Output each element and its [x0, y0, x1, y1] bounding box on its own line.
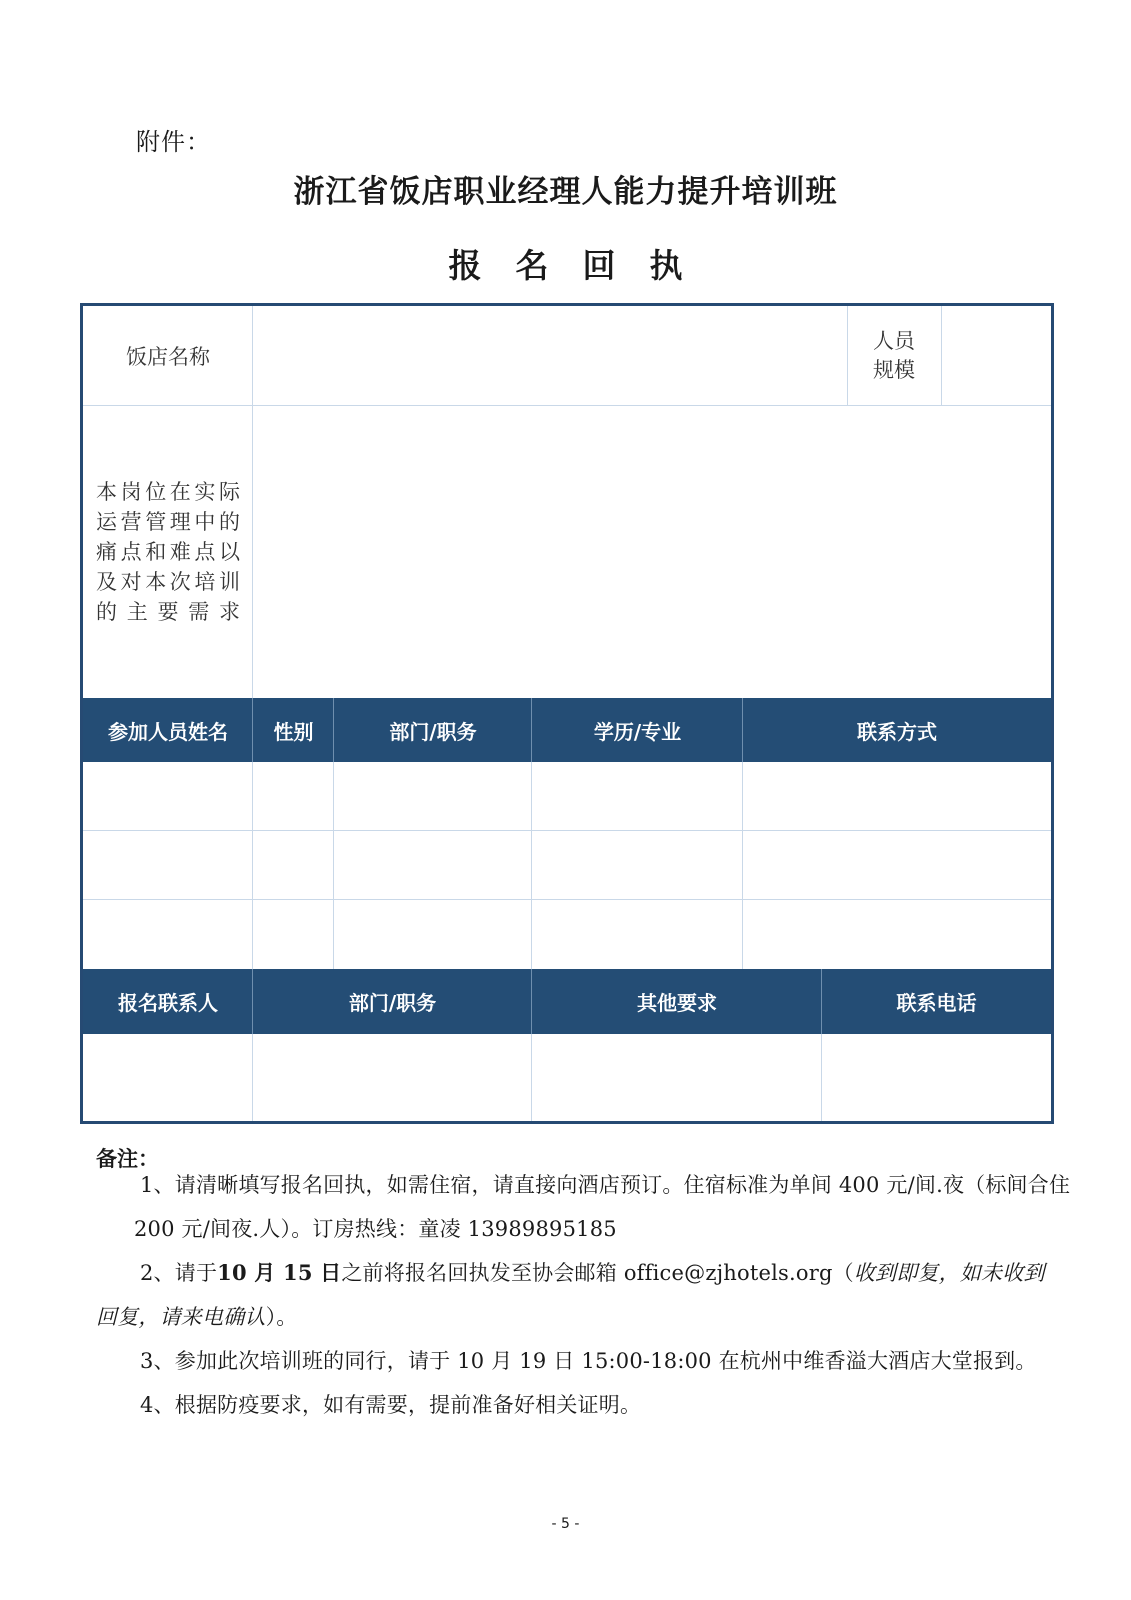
hotel-name-field[interactable]	[253, 306, 847, 406]
note-2-line-2: 回复，请来电确认）。	[96, 1305, 298, 1329]
note-1-line-1: 1、请清晰填写报名回执，如需住宿，请直接向酒店预订。住宿标准为单间 400 元/间.夜（标间合住	[140, 1173, 1071, 1197]
header-participant-name: 参加人员姓名	[108, 719, 228, 744]
training-needs-label: 本岗位在实际 运营管理中的 痛点和难点以 及对本次培训 的主要需求	[96, 480, 240, 624]
header-other-requirements: 其他要求	[637, 991, 717, 1015]
page-number: - 5 -	[551, 1516, 580, 1532]
note-4: 4、根据防疫要求，如有需要，提前准备好相关证明。	[140, 1393, 642, 1417]
participant-row-2[interactable]	[83, 831, 1051, 900]
header-gender: 性别	[273, 719, 314, 744]
note-3: 3、参加此次培训班的同行，请于 10 月 19 日 15:00-18:00 在杭州中维香溢大酒店大堂报到。	[140, 1349, 1037, 1373]
header-department-position: 部门/职务	[389, 719, 477, 744]
training-needs-field[interactable]	[253, 406, 1051, 698]
header-contact-phone: 联系电话	[896, 991, 977, 1015]
participant-row-1[interactable]	[83, 762, 1051, 831]
notes-title: 备注：	[96, 1146, 159, 1171]
header-registration-contact: 报名联系人	[118, 991, 218, 1015]
header-education-major: 学历/专业	[593, 719, 682, 744]
contact-row[interactable]	[83, 1034, 1051, 1121]
hotel-name-label: 饭店名称	[126, 345, 210, 369]
document-subtitle: 报名回执	[448, 246, 717, 285]
header-contact: 联系方式	[857, 719, 937, 744]
participant-row-3[interactable]	[83, 900, 1051, 969]
note-1-line-2: 200 元/间夜.人）。订房热线：童凌 13989895185	[134, 1217, 617, 1241]
staff-size-field[interactable]	[941, 306, 1051, 406]
document-title: 浙江省饭店职业经理人能力提升培训班	[293, 174, 838, 210]
header-contact-department: 部门/职务	[348, 991, 437, 1015]
registration-form	[80, 303, 1054, 1124]
note-2-line-1: 2、请于10 月 15 日之前将报名回执发至协会邮箱 office@zjhotels.org（收到即复，如未收到	[140, 1260, 1045, 1285]
attachment-label: 附件：	[136, 128, 211, 156]
staff-size-label: 人员 规模	[873, 329, 915, 382]
